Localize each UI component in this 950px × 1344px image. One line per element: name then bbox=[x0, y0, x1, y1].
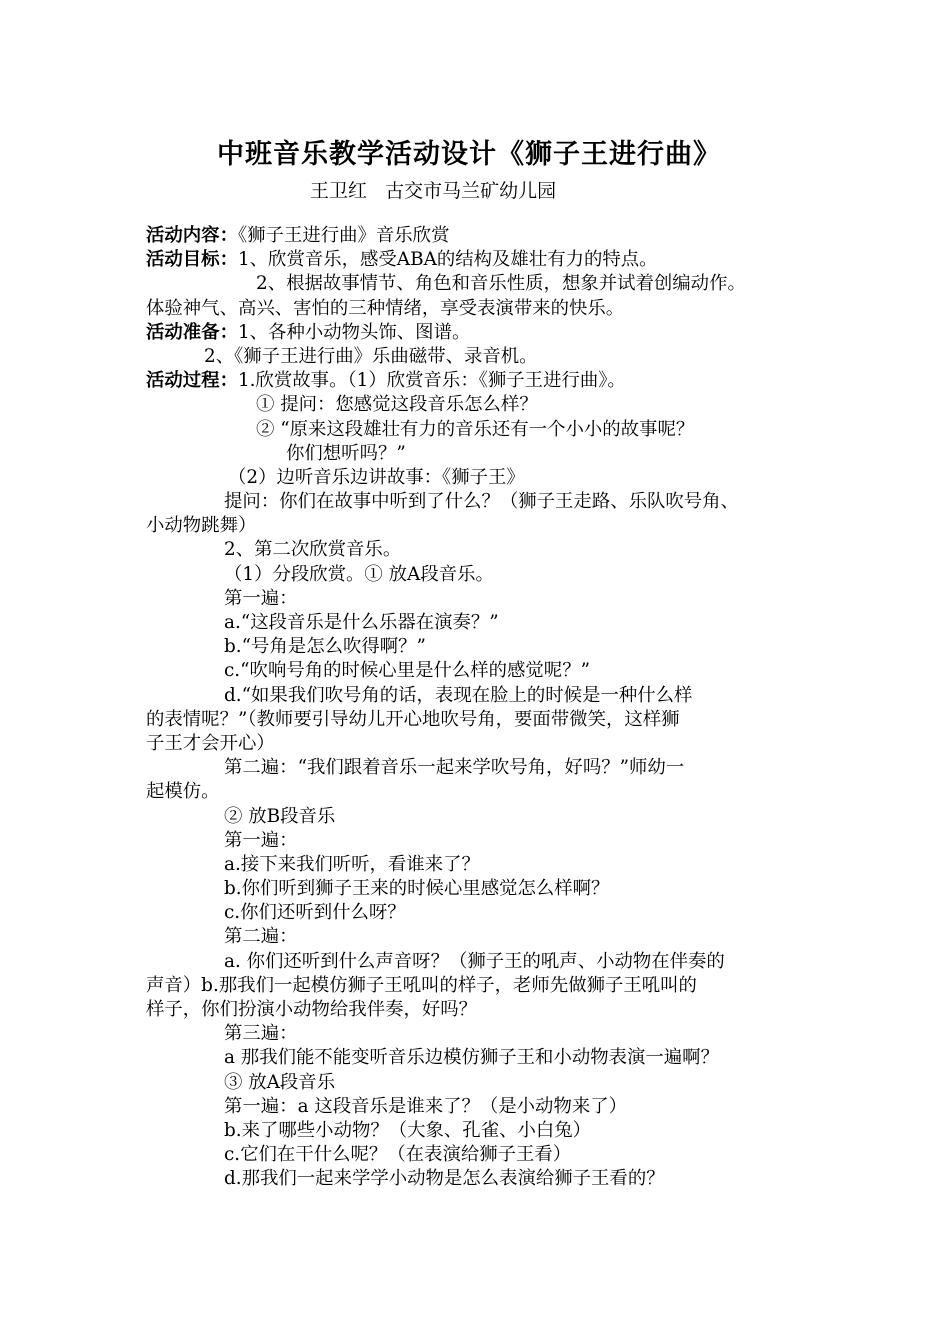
text-line: ③ 放A段音乐 bbox=[224, 1071, 336, 1093]
text-line: （1）分段欣赏。① 放A段音乐。 bbox=[224, 563, 494, 585]
text-line: 的表情呢？”（教师要引导幼儿开心地吹号角，要面带微笑，这样狮 bbox=[146, 708, 680, 730]
text-line: 2、根据故事情节、角色和音乐性质，想象并试着创编动作。 bbox=[256, 273, 746, 295]
line-text: 《狮子王进行曲》音乐欣赏 bbox=[237, 225, 450, 246]
section-label: 活动内容： bbox=[146, 225, 238, 246]
text-line: c.你们还听到什么呀？ bbox=[224, 902, 406, 924]
text-line: 声音）b.那我们一起模仿狮子王吼叫的样子，老师先做狮子王吼叫的 bbox=[146, 974, 697, 996]
text-line: c.“吹响号角的时候心里是什么样的感觉呢？” bbox=[224, 660, 590, 682]
line-text: 1、各种小动物头饰、图谱。 bbox=[237, 321, 471, 343]
text-line: （2）边听音乐边讲故事：《狮子王》 bbox=[228, 466, 525, 488]
text-line: 第二遍：“我们跟着音乐一起来学吹号角，好吗？”师幼一 bbox=[224, 757, 685, 779]
text-line: 你们想听吗？” bbox=[286, 442, 406, 464]
text-line bbox=[146, 224, 822, 248]
text-line: 第二遍： bbox=[224, 926, 298, 948]
text-line: 体验神气、高兴、害怕的三种情绪，享受表演带来的快乐。 bbox=[146, 297, 625, 319]
text-line: c.它们在干什么呢？（在表演给狮子王看） bbox=[224, 1144, 572, 1166]
text-line: 子王才会开心） bbox=[146, 732, 275, 754]
text-line: 第一遍：a 这段音乐是谁来了？（是小动物来了） bbox=[224, 1095, 628, 1117]
text-line bbox=[146, 321, 822, 345]
text-line: 第三遍： bbox=[224, 1023, 298, 1045]
text-line: 第一遍： bbox=[224, 829, 298, 851]
text-line: b.来了哪些小动物？（大象、孔雀、小白兔） bbox=[224, 1119, 592, 1141]
document-title: 中班音乐教学活动设计《狮子王进行曲》 bbox=[217, 139, 721, 170]
section-label: 活动目标： bbox=[146, 249, 238, 271]
text-line: ② “原来这段雄壮有力的音乐还有一个小小的故事呢？ bbox=[256, 418, 695, 440]
text-line: d.“如果我们吹号角的话，表现在脸上的时候是一种什么样 bbox=[224, 684, 693, 706]
text-line: 提问：你们在故事中听到了什么？（狮子王走路、乐队吹号角、 bbox=[224, 491, 739, 513]
text-line bbox=[146, 369, 822, 393]
line-text: 1.欣赏故事。（1）欣赏音乐：《狮子王进行曲》。 bbox=[237, 370, 626, 392]
section-label: 活动准备： bbox=[146, 321, 238, 343]
text-line bbox=[146, 248, 822, 272]
document-body bbox=[146, 224, 822, 1192]
text-line: b.你们听到狮子王来的时候心里感觉怎么样啊？ bbox=[224, 878, 610, 900]
author-line: 王卫红 古交市马兰矿幼儿园 bbox=[310, 180, 557, 202]
text-line: 小动物跳舞） bbox=[146, 515, 257, 537]
text-line: a. 你们还听到什么声音呀？（狮子王的吼声、小动物在伴奏的 bbox=[224, 950, 725, 972]
text-line: ① 提问：您感觉这段音乐怎么样？ bbox=[256, 394, 538, 416]
text-line: 第一遍： bbox=[224, 587, 298, 609]
text-line: a.接下来我们听听，看谁来了？ bbox=[224, 853, 480, 875]
text-line: 2、第二次欣赏音乐。 bbox=[224, 539, 402, 561]
text-line: 起模仿。 bbox=[146, 781, 220, 803]
text-line: a 那我们能不能变听音乐边模仿狮子王和小动物表演一遍啊？ bbox=[224, 1047, 719, 1069]
text-line: 样子，你们扮演小动物给我伴奏，好吗？ bbox=[146, 999, 478, 1020]
line-text: 1、欣赏音乐，感受ABA的结构及雄壮有力的特点。 bbox=[237, 249, 658, 271]
text-line: a.“这段音乐是什么乐器在演奏？” bbox=[224, 612, 499, 633]
text-line: b.“号角是怎么吹得啊？” bbox=[224, 636, 426, 658]
text-line: ② 放B段音乐 bbox=[224, 805, 336, 827]
text-line: 2、《狮子王进行曲》乐曲磁带、录音机。 bbox=[204, 345, 538, 367]
section-label: 活动过程： bbox=[146, 370, 238, 392]
text-line: d.那我们一起来学学小动物是怎么表演给狮子王看的？ bbox=[224, 1168, 665, 1190]
